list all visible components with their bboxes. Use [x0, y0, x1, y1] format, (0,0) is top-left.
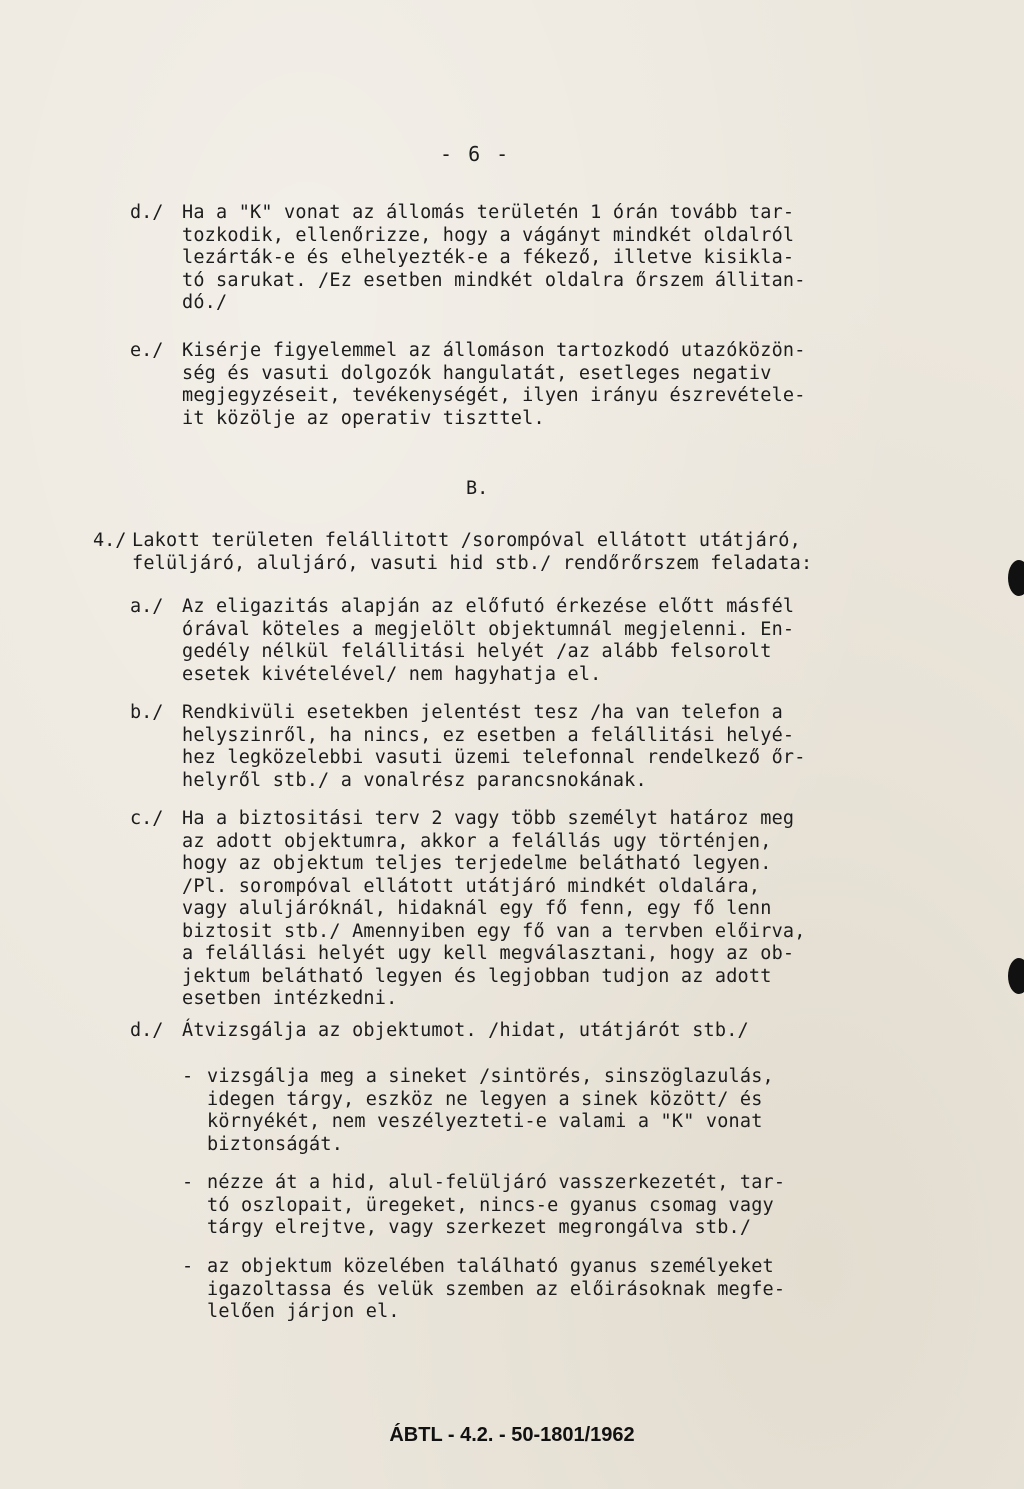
bullet-line: tárgy elrejtve, vagy szerkezet megrongálva stb./	[207, 1217, 752, 1238]
subitem-c-line: jektum belátható legyen és legjobban tudjon az adott	[182, 965, 772, 987]
subitem-a-line: esetek kivételével/ nem hagyhatja el.	[182, 663, 602, 685]
subitem-c-line: /Pl. sorompóval ellátott utátjáró mindkét oldalára,	[182, 875, 761, 897]
bullet-marker: -	[182, 1256, 194, 1277]
bullet-marker: -	[182, 1172, 194, 1193]
punch-hole	[1008, 958, 1024, 994]
subitem-d-line: Átvizsgálja az objektumot. /hidat, utátjárót stb./	[182, 1020, 749, 1041]
item-e-line: Kisérje figyelemmel az állomáson tartozkodó utazóközön-	[182, 340, 806, 361]
subitem-c-line: esetben intézkedni.	[182, 988, 398, 1009]
subitem-c-line: a felállási helyét ugy kell megválasztani, hogy az ob-	[182, 943, 795, 964]
item-d-line: tozkodik, ellenőrizze, hogy a vágányt mindkét oldalról	[182, 224, 795, 246]
subitem-c-line: vagy aluljáróknál, hidaknál egy fő fenn, egy fő lenn	[182, 898, 772, 919]
item-e-line: ség és vasuti dolgozók hangulatát, esetleges negativ	[182, 362, 772, 384]
subitem-b-line: helyszinről, ha nincs, ez esetben a felállitási helyé-	[182, 724, 795, 746]
subitem-b-label: b./	[130, 702, 164, 723]
item-4-line: Lakott területen felállitott /sorompóval ellátott utátjáró,	[132, 530, 801, 551]
bullet-line: idegen tárgy, eszköz ne legyen a sinek között/ és	[207, 1088, 763, 1110]
item-4-label: 4./	[93, 530, 127, 551]
item-d-line: tó sarukat. /Ez esetben mindkét oldalra őrszem állitan-	[182, 269, 806, 291]
subitem-b-line: hez legközelebbi vasuti üzemi telefonnal rendelkező őr-	[182, 747, 806, 768]
bullet-line: biztonságát.	[207, 1133, 344, 1155]
punch-hole	[1008, 560, 1024, 596]
item-d-line: dó./	[182, 292, 228, 313]
subitem-b-line: helyről stb./ a vonalrész parancsnokának.	[182, 769, 647, 791]
item-4-line: felüljáró, aluljáró, vasuti hid stb./ rendőrőrszem feladata:	[132, 552, 813, 574]
bullet-line: igazoltassa és velük szemben az előirásoknak megfe-	[207, 1278, 786, 1300]
subitem-c-label: c./	[130, 808, 164, 829]
item-d-label: d./	[130, 202, 164, 223]
subitem-a-line: órával köteles a megjelölt objektumnál megjelenni. En-	[182, 618, 795, 640]
subitem-a-line: Az eligazitás alapján az előfutó érkezése előtt másfél	[182, 596, 795, 617]
bullet-line: nézze át a hid, alul-felüljáró vasszerkezetét, tar-	[207, 1172, 786, 1193]
item-e-line: it közölje az operativ tiszttel.	[182, 407, 545, 429]
bullet-line: az objektum közelében található gyanus személyeket	[207, 1256, 774, 1277]
bullet-line: vizsgálja meg a sineket /sintörés, sinszöglazulás,	[207, 1066, 774, 1087]
subitem-d-label: d./	[130, 1020, 164, 1041]
bullet-marker: -	[182, 1066, 194, 1087]
subitem-c-line: hogy az objektum teljes terjedelme belátható legyen.	[182, 853, 772, 874]
bullet-line: környékét, nem veszélyezteti-e valami a "K" vonat	[207, 1111, 763, 1132]
section-heading: B.	[466, 478, 489, 499]
bullet-line: tó oszlopait, üregeket, nincs-e gyanus csomag vagy	[207, 1194, 774, 1216]
page-number: - 6 -	[440, 142, 511, 166]
bullet-line: lelően járjon el.	[207, 1301, 400, 1322]
subitem-c-line: az adott objektumra, akkor a felállás ugy történjen,	[182, 830, 772, 852]
item-e-line: megjegyzéseit, tevékenységét, ilyen irányu észrevétele-	[182, 385, 806, 406]
subitem-c-line: biztosit stb./ Amennyiben egy fő van a tervben előirva,	[182, 920, 806, 942]
subitem-c-line: Ha a biztositási terv 2 vagy több személyt határoz meg	[182, 808, 795, 829]
item-e-label: e./	[130, 340, 164, 361]
item-d-line: Ha a "K" vonat az állomás területén 1 órán tovább tar-	[182, 202, 795, 223]
archive-reference: ÁBTL - 4.2. - 50-1801/1962	[389, 1424, 635, 1446]
item-d-line: lezárták-e és elhelyezték-e a fékező, illetve kisikla-	[182, 247, 795, 268]
subitem-a-line: gedély nélkül felállitási helyét /az alább felsorolt	[182, 641, 772, 662]
subitem-b-line: Rendkivüli esetekben jelentést tesz /ha van telefon a	[182, 702, 783, 723]
subitem-a-label: a./	[130, 596, 164, 617]
